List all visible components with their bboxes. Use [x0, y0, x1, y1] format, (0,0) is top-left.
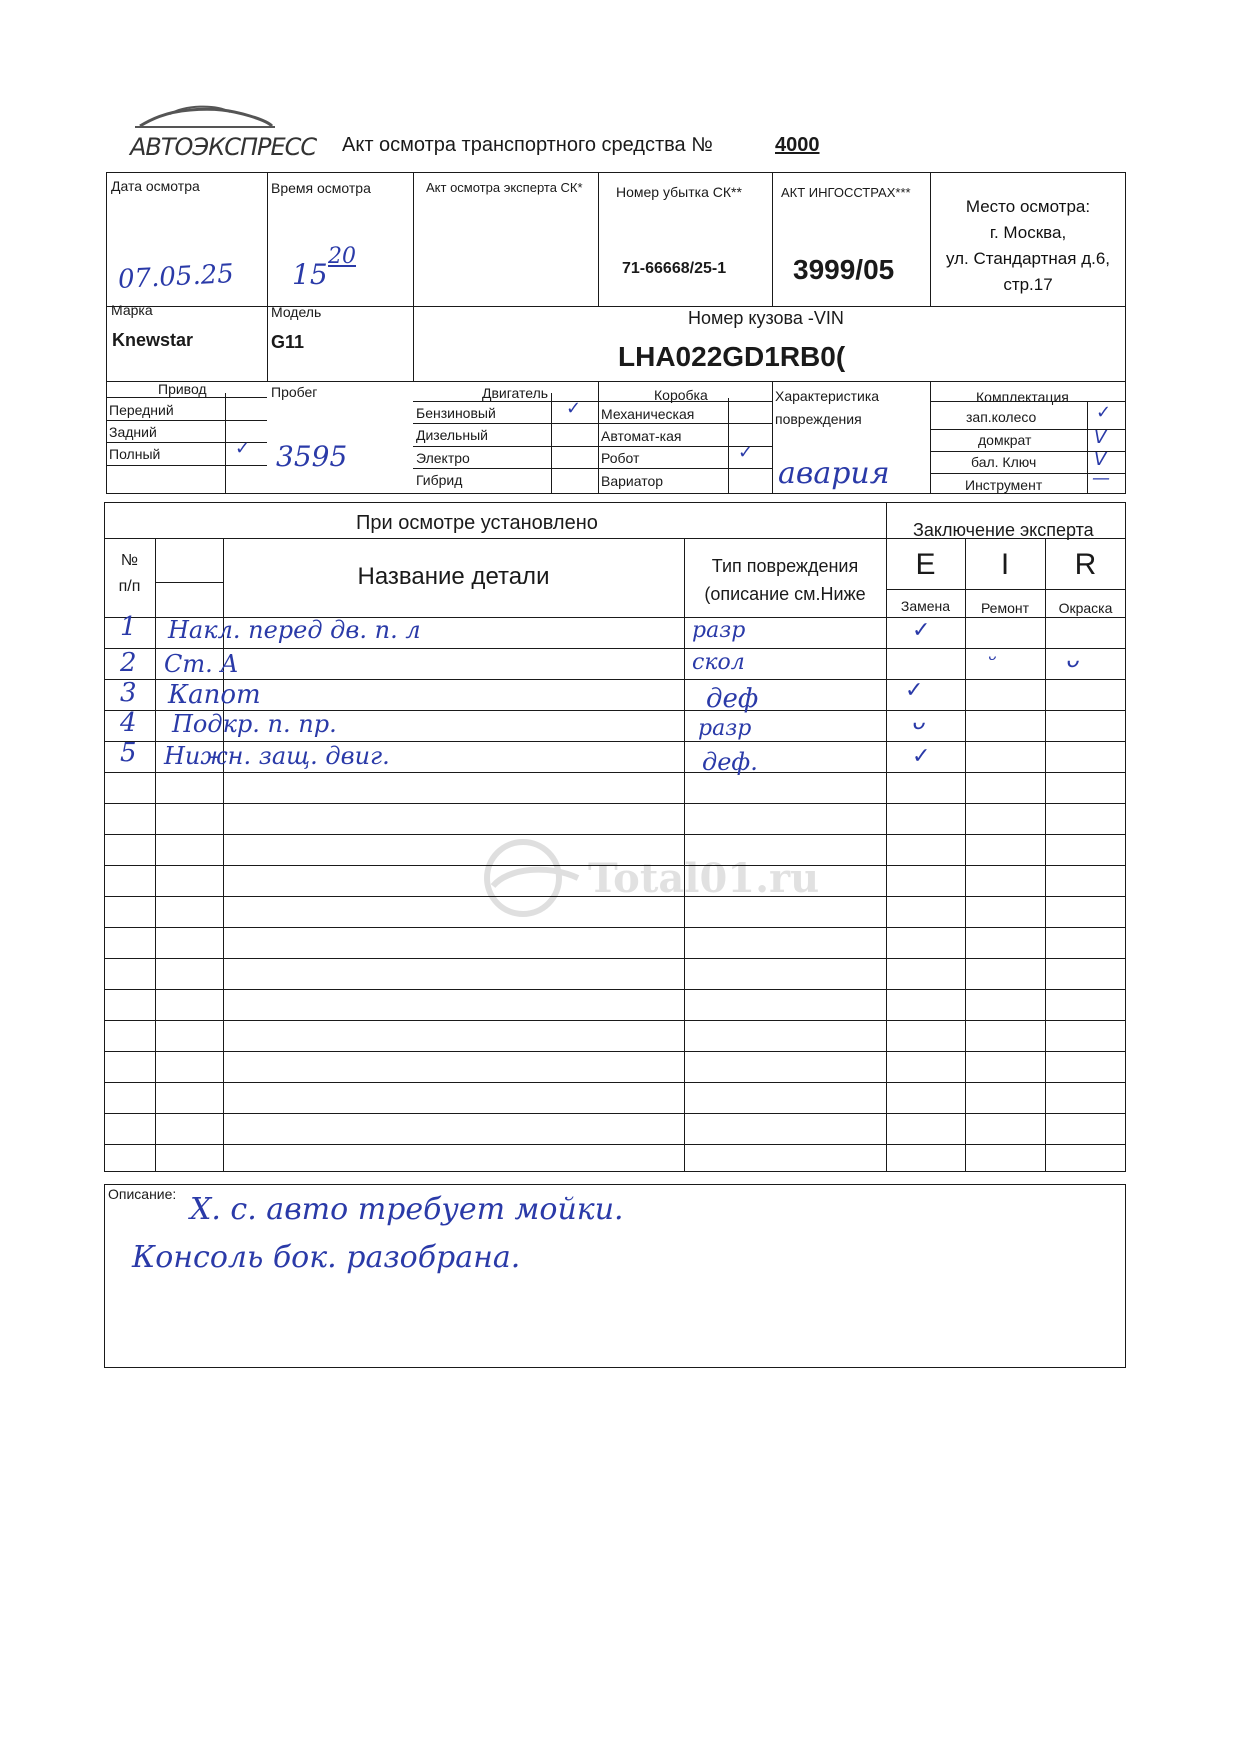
- row-damage: разр: [698, 716, 752, 741]
- equipment-item: Инструмент: [965, 477, 1043, 493]
- col-r-sub: Окраска: [1058, 600, 1113, 616]
- date-label: Дата осмотра: [111, 178, 200, 194]
- brand-value: Knewstar: [112, 330, 194, 350]
- damage-char-label: повреждения: [775, 411, 862, 427]
- row-number: 5: [120, 738, 137, 768]
- loss-number-label: Номер убытка СК**: [616, 184, 742, 200]
- row-replace-mark: ᴗ: [912, 710, 926, 735]
- damage-char-value: авария: [778, 456, 890, 491]
- findings-title: При осмотре установлено: [356, 512, 598, 534]
- gearbox-item: Механическая: [601, 406, 695, 422]
- vin-label: Номер кузова -VIN: [688, 308, 844, 328]
- description-line: Консоль бок. разобрана.: [132, 1240, 521, 1275]
- car-watermark-icon: [478, 838, 588, 918]
- model-value: G11: [271, 332, 305, 352]
- watermark-text: Total01.ru: [588, 854, 820, 902]
- description-line: Х. с. авто требует мойки.: [190, 1192, 624, 1227]
- drive-item: Задний: [109, 424, 157, 440]
- ingos-value: 3999/05: [793, 254, 895, 285]
- ingos-label: АКТ ИНГОССТРАХ***: [781, 185, 911, 200]
- date-value: 07.05.25: [117, 258, 235, 296]
- engine-item: Электро: [416, 450, 470, 466]
- row-replace-mark: ✓: [912, 744, 931, 769]
- damage-char-label: Характеристика: [775, 388, 880, 404]
- row-number: 4: [120, 708, 137, 738]
- row-damage: деф.: [702, 748, 758, 776]
- company-logo: [130, 100, 317, 161]
- place-line: ул. Стандартная д.6,: [945, 249, 1111, 268]
- gearbox-item: Робот: [601, 450, 640, 466]
- row-part: Подкр. п. пр.: [172, 710, 337, 738]
- engine-item: Гибрид: [416, 472, 463, 488]
- inspection-place: [932, 194, 1124, 298]
- act-number: 4000: [775, 134, 820, 156]
- col-part-header: Название детали: [357, 563, 550, 590]
- gearbox-item: Автомат-кая: [601, 428, 682, 444]
- row-paint-mark: ᴗ: [1066, 648, 1080, 673]
- description-label: Описание:: [108, 1186, 177, 1202]
- col-e-sub: Замена: [900, 598, 951, 614]
- gearbox-label: Коробка: [654, 387, 708, 403]
- equipment-item: зап.колесо: [966, 409, 1037, 425]
- expert-conclusion-title: Заключение эксперта: [913, 520, 1094, 540]
- place-line: стр.17: [1003, 275, 1053, 294]
- row-replace-mark: ✓: [905, 678, 924, 703]
- row-part: Нижн. защ. двиг.: [164, 742, 390, 770]
- col-damage-header: (описание см.Ниже: [704, 584, 866, 604]
- gearbox-check: ✓: [738, 442, 754, 463]
- engine-label: Двигатель: [482, 385, 549, 401]
- equipment-check: —: [1092, 468, 1110, 489]
- col-e-header: E: [915, 548, 936, 581]
- loss-number-value: 71-66668/25-1: [622, 260, 727, 277]
- equipment-label: Комплектация: [976, 389, 1069, 405]
- drive-item: Передний: [109, 402, 174, 418]
- row-part: Капот: [168, 680, 261, 710]
- page-title: Акт осмотра транспортного средства №: [342, 134, 713, 156]
- time-hours: 15: [292, 258, 328, 291]
- place-line: г. Москва,: [989, 223, 1067, 242]
- col-r-header: R: [1074, 548, 1097, 581]
- model-label: Модель: [271, 304, 322, 320]
- engine-check: ✓: [566, 398, 582, 419]
- time-label: Время осмотра: [271, 180, 371, 196]
- row-number: 2: [120, 648, 137, 678]
- engine-item: Бензиновый: [416, 405, 496, 421]
- drive-check: ✓: [235, 438, 251, 459]
- drive-label: Привод: [158, 381, 207, 397]
- row-number: 1: [120, 612, 137, 642]
- place-line: Место осмотра:: [965, 197, 1091, 216]
- col-damage-header: Тип повреждения: [711, 556, 859, 576]
- engine-item: Дизельный: [416, 427, 488, 443]
- mileage-value: 3595: [276, 440, 348, 473]
- row-damage: скол: [692, 650, 745, 675]
- vin-value: LHA022GD1RB0(: [618, 341, 846, 372]
- equipment-item: бал. Ключ: [971, 454, 1037, 470]
- car-logo-icon: [130, 100, 280, 130]
- row-damage: деф: [706, 684, 759, 714]
- col-i-sub: Ремонт: [980, 600, 1030, 616]
- equipment-check: ✓: [1096, 402, 1112, 423]
- col-number-header: №: [120, 552, 139, 569]
- time-minutes: 20: [328, 244, 356, 269]
- row-part: Ст. А: [164, 650, 239, 678]
- equipment-check: V: [1094, 427, 1107, 448]
- equipment-check: V: [1094, 449, 1107, 470]
- drive-item: Полный: [109, 446, 161, 462]
- row-replace-mark: ✓: [912, 618, 931, 643]
- equipment-item: домкрат: [978, 432, 1032, 448]
- brand-label: Марка: [111, 302, 153, 318]
- logo-text: АВТОЭКСПРЕСС: [130, 133, 317, 161]
- col-i-header: I: [1000, 548, 1010, 581]
- row-part: Накл. перед дв. п. л: [168, 616, 421, 644]
- row-repair-mark: ᵕ: [988, 648, 998, 673]
- expert-act-label: Акт осмотра эксперта СК*: [426, 180, 583, 195]
- row-number: 3: [120, 678, 137, 708]
- col-number-header: п/п: [118, 578, 141, 595]
- mileage-label: Пробег: [271, 384, 318, 400]
- watermark: [478, 838, 819, 918]
- gearbox-item: Вариатор: [601, 473, 664, 489]
- row-damage: разр: [692, 618, 746, 643]
